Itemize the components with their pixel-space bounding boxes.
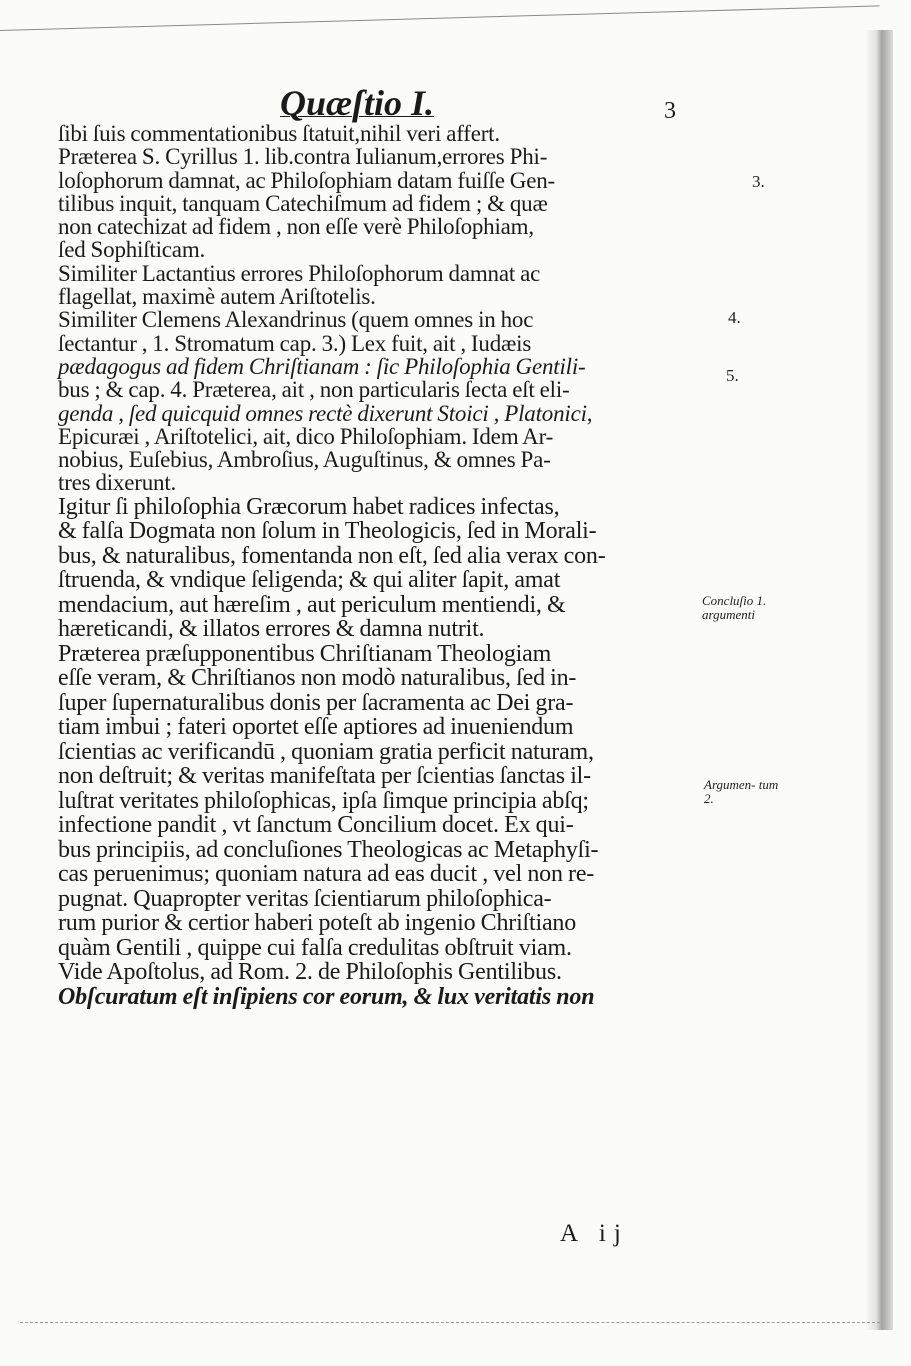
text-line: tiam imbui ; fateri oportet eſſe aptiores ad inueniendum	[58, 714, 574, 741]
text-line: quàm Gentili , quippe cui falſa credulitas obſtruit viam.	[58, 934, 572, 961]
text-line: non deſtruit; & veritas manifeſtata per ſcientias ſanctas il-	[58, 763, 591, 790]
text-line: Igitur ſi philoſophia Græcorum habet radices infectas,	[58, 493, 560, 520]
margin-number: 5.	[726, 366, 739, 385]
text-line: ſed Sophiſticam.	[58, 237, 206, 263]
text-line: Epicuræi , Ariſtotelici, ait, dico Philoſophiam. Idem Ar-	[58, 423, 554, 449]
text-line: tilibus inquit, tanquam Catechiſmum ad fidem ; & quæ	[58, 190, 548, 216]
text-line: ſuper ſupernaturalibus donis per ſacramenta ac Dei gra-	[58, 689, 574, 716]
text-line: pugnat. Quapropter veritas ſcientiarum philoſophica-	[58, 885, 552, 912]
text-line: loſophorum damnat, ac Philoſophiam datam fuiſſe Gen-	[58, 167, 555, 193]
text-line: bus principiis, ad concluſiones Theologicas ac Metaphyſi-	[58, 836, 599, 863]
page-bottom-edge	[20, 1322, 880, 1324]
text-line: eſſe veram, & Chriſtianos non modò naturalibus, ſed in-	[58, 665, 577, 692]
page-number: 3	[664, 98, 676, 124]
margin-note-conclusio: Concluſio 1. argumenti	[702, 593, 767, 622]
margin-number: 3.	[752, 172, 765, 191]
text-line: tres dixerunt.	[58, 470, 177, 496]
text-line: ſectantur , 1. Stromatum cap. 3.) Lex fuit, ait , Iudæis	[58, 330, 532, 356]
text-line: Similiter Lactantius errores Philoſophorum damnat ac	[58, 260, 541, 286]
text-line: ſcientias ac verificandū , quoniam gratia perficit naturam,	[58, 738, 594, 765]
text-line: Obſcuratum eſt inſipiens cor eorum, & lux veritatis non	[58, 983, 595, 1010]
text-line: flagellat, maximè autem Ariſtotelis.	[58, 284, 376, 310]
text-line: bus, & naturalibus, fomentanda non eſt, ſed alia verax con-	[58, 542, 606, 569]
text-line: genda , ſed quicquid omnes rectè dixerunt Stoici , Platonici,	[58, 400, 593, 426]
margin-note-argumentum: Argumen- tum 2.	[704, 777, 779, 806]
main-text	[58, 122, 698, 1009]
running-title: Quæſtio I.	[280, 83, 435, 123]
text-line: hæreticandi, & illatos errores & damna nutrit.	[58, 616, 485, 643]
text-line: & falſa Dogmata non ſolum in Theologicis, ſed in Morali-	[58, 518, 597, 545]
text-line: Præterea præſupponentibus Chriſtianam Theologiam	[58, 640, 552, 667]
text-line: Præterea S. Cyrillus 1. lib.contra Iulianum,errores Phi-	[58, 144, 548, 170]
text-line: ſibi ſuis commentationibus ſtatuit,nihil veri affert.	[58, 121, 500, 146]
text-line: Similiter Clemens Alexandrinus (quem omnes in hoc	[58, 307, 534, 333]
text-line: non catechizat ad fidem , non eſſe verè Philoſophiam,	[58, 214, 534, 240]
text-line: rum purior & certior haberi poteſt ab ingenio Chriſtiano	[58, 910, 576, 937]
page-top-edge	[0, 5, 881, 81]
text-line: bus ; & cap. 4. Præterea, ait , non particularis ſecta eſt eli-	[58, 377, 570, 403]
text-line: luſtrat veritates philoſophicas, ipſa ſimque principia abſq;	[58, 787, 589, 814]
text-line: infectione pandit , vt ſanctum Concilium docet. Ex qui-	[58, 812, 574, 839]
page-gutter-shadow	[865, 30, 893, 1330]
text-line: Vide Apoſtolus, ad Rom. 2. de Philoſophis Gentilibus.	[58, 959, 562, 986]
margin-number: 4.	[728, 308, 741, 327]
text-line: pædagogus ad fidem Chriſtianam : ſic Philoſophia Gentili-	[58, 353, 586, 379]
text-line: ſtruenda, & vndique ſeligenda; & qui aliter ſapit, amat	[58, 567, 561, 594]
text-line: nobius, Euſebius, Ambroſius, Auguſtinus, & omnes Pa-	[58, 447, 551, 473]
catchword-signature: A ij	[560, 1220, 629, 1247]
text-line: cas peruenimus; quoniam natura ad eas ducit , vel non re-	[58, 861, 595, 888]
text-line: mendacium, aut hæreſim , aut periculum mentiendi, &	[58, 591, 566, 618]
